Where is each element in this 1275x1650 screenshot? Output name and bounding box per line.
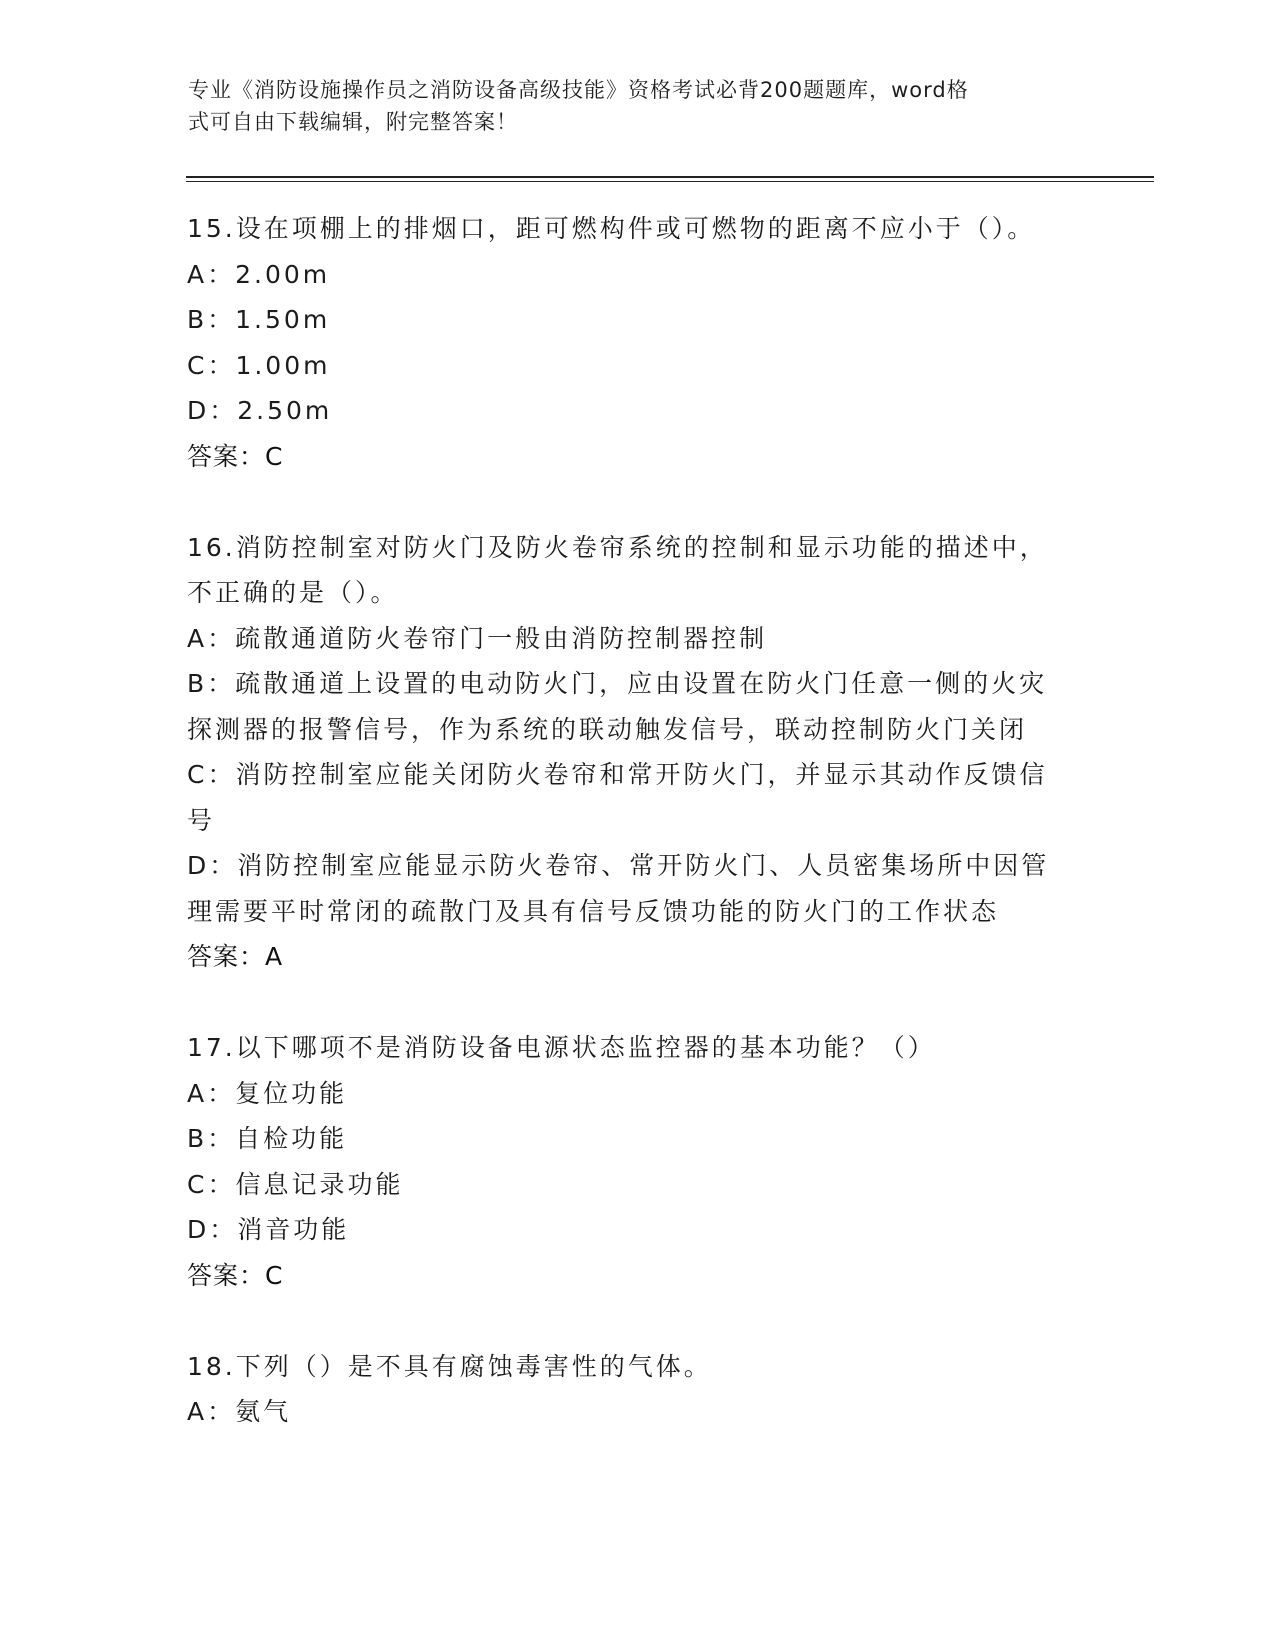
question-17 (187, 1025, 1087, 1298)
header-line-2: 式可自由下载编辑，附完整答案！ (188, 110, 518, 134)
header-divider-thick (186, 176, 1154, 178)
question-15 (187, 206, 1087, 479)
option-a: A：复位功能 (187, 1078, 348, 1108)
option-d: D：消音功能 (187, 1215, 350, 1244)
option-b-continued: 探测器的报警信号，作为系统的联动触发信号，联动控制防火门关闭 (187, 714, 1028, 744)
option-a: A：2.00m (187, 259, 331, 289)
question-stem: 16.消防控制室对防火门及防火卷帘系统的控制和显示功能的描述中， (187, 532, 1048, 562)
question-18 (187, 1344, 1087, 1435)
question-stem: 15.设在项棚上的排烟口，距可燃构件或可燃物的距离不应小于（）。 (187, 214, 1036, 243)
option-c-continued: 号 (187, 805, 216, 835)
question-stem: 18.下列（）是不具有腐蚀毒害性的气体。 (187, 1351, 712, 1381)
option-c: C：信息记录功能 (187, 1169, 404, 1199)
document-header (188, 74, 1068, 138)
option-a: A：氨气 (187, 1397, 292, 1426)
question-stem: 17.以下哪项不是消防设备电源状态监控器的基本功能？（） (187, 1033, 936, 1062)
option-a: A：疏散通道防火卷帘门一般由消防控制器控制 (187, 623, 768, 653)
option-d: D：2.50m (187, 396, 333, 425)
option-b: B：疏散通道上设置的电动防火门，应由设置在防火门任意一侧的火灾 (187, 669, 1048, 698)
question-16 (187, 525, 1087, 980)
option-d-continued: 理需要平时常闭的疏散门及具有信号反馈功能的防火门的工作状态 (187, 896, 1000, 926)
answer-label: 答案：A (187, 942, 284, 971)
option-b: B：自检功能 (187, 1124, 348, 1153)
answer-label: 答案：C (187, 441, 284, 471)
header-divider-thin (186, 181, 1154, 182)
header-line-1: 专业《消防设施操作员之消防设备高级技能》资格考试必背200题题库，word格 (188, 78, 969, 102)
option-c: C：1.00m (187, 350, 331, 380)
question-stem-continued: 不正确的是（）。 (187, 578, 399, 607)
answer-label: 答案：C (187, 1260, 284, 1290)
question-list (187, 206, 1087, 1435)
option-b: B：1.50m (187, 305, 331, 334)
option-c: C：消防控制室应能关闭防火卷帘和常开防火门，并显示其动作反馈信 (187, 760, 1048, 789)
option-d: D：消防控制室应能显示防火卷帘、常开防火门、人员密集场所中因管 (187, 851, 1050, 880)
